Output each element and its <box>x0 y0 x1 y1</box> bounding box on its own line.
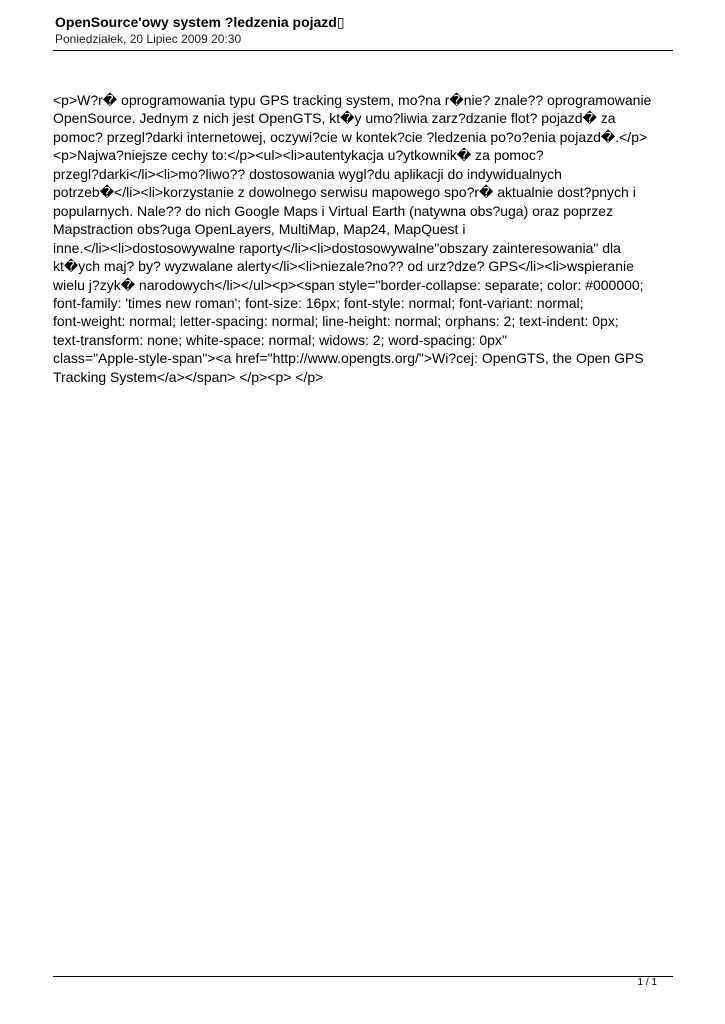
body-line: OpenSource. Jednym z nich jest OpenGTS, kt�y umo?liwia zarz?dzanie flot? pojazd� za <box>53 110 616 127</box>
page-number: 1 / 1 <box>637 977 657 988</box>
article-body <box>53 91 673 386</box>
document-date: Poniedziałek, 20 Lipiec 2009 20:30 <box>55 32 242 46</box>
body-line: przegl?darki</li><li>mo?liwo?? dostosowania wygl?du aplikacji do indywidualnych <box>53 165 562 182</box>
body-line: kt�ych maj? by? wyzwalane alerty</li><li>niezale?no?? od urz?dze? GPS</li><li>wspieranie <box>53 258 634 275</box>
body-line: font-weight: normal; letter-spacing: normal; line-height: normal; orphans: 2; text-indent: 0px; <box>53 313 619 330</box>
body-line: popularnych. Nale?? do nich Google Maps i Virtual Earth (natywna obs?uga) oraz poprzez <box>53 202 614 219</box>
body-line: pomoc? przegl?darki internetowej, oczywi?cie w kontek?cie ?ledzenia po?o?enia pojazd�.</p> <box>53 128 648 145</box>
body-line: inne.</li><li>dostosowywalne raporty</li><li>dostosowywalne"obszary zainteresowania" dla <box>53 239 621 256</box>
body-line: wielu j?zyk� narodowych</li></ul><p><span style="border-collapse: separate; color: #000000; <box>53 276 644 293</box>
body-line: font-family: 'times new roman'; font-size: 16px; font-style: normal; font-variant: normal; <box>53 294 584 311</box>
body-line: potrzeb�</li><li>korzystanie z dowolnego serwisu mapowego spo?r� aktualnie dost?pnych i <box>53 184 636 201</box>
body-line: Tracking System</a></span> </p><p> </p> <box>53 368 324 385</box>
body-line: class="Apple-style-span"><a href="http://www.opengts.org/">Wi?cej: OpenGTS, the Open GPS <box>53 350 644 367</box>
header-divider <box>53 50 673 51</box>
document-title: OpenSource'owy system ?ledzenia pojazd▯ <box>55 14 345 30</box>
page-header <box>55 14 672 47</box>
body-line: <p>Najwa?niejsze cechy to:</p><ul><li>autentykacja u?ytkownik� za pomoc? <box>53 147 544 164</box>
body-line: <p>W?r� oprogramowania typu GPS tracking system, mo?na r�nie? znale?? oprogramowanie <box>53 92 652 108</box>
body-line: text-transform: none; white-space: normal; widows: 2; word-spacing: 0px" <box>53 331 507 348</box>
footer-divider <box>53 976 673 977</box>
body-line: Mapstraction obs?uga OpenLayers, MultiMap, Map24, MapQuest i <box>53 221 466 238</box>
